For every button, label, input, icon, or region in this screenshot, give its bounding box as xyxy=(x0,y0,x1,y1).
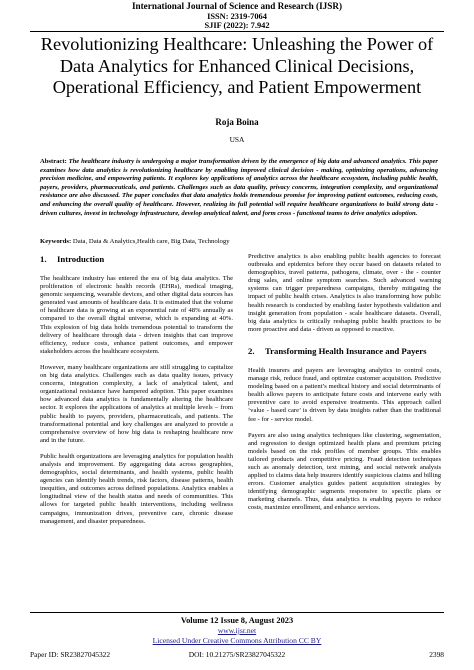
journal-name: International Journal of Science and Research (IJSR) xyxy=(131,1,343,11)
abstract-label: Abstract: xyxy=(40,158,67,165)
right-column xyxy=(248,253,441,521)
paragraph: The healthcare industry has entered the era of big data analytics. The proliferation of electronic health records (EHRs), medical imaging, genomic sequencing, wearable devices, and other digital data sources has generated vast amounts of healthcare data. It is estimated that the volume of healthcare data is growing at an exponential rate of 48% annually as compared to the overall digital universe, which is expanding at 40%. This explosion of big data holds tremendous potential to transform the delivery of healthcare through data - driven insights that can improve efficiency, reduce costs, enhance patient outcomes, and empower stakeholders across the healthcare ecosystem. xyxy=(40,275,233,355)
section-number: 2. xyxy=(248,345,255,356)
paper-id: Paper ID: SR23827045322 xyxy=(30,650,111,659)
journal-sjif: SJIF (2022): 7.942 xyxy=(204,21,270,30)
section-title: Introduction xyxy=(57,254,105,264)
footer-rule xyxy=(30,612,444,613)
header-rule xyxy=(30,31,444,32)
paragraph: Payers are also using analytics techniques like clustering, segmentation, and regression to design optimized health plans and premium pricing models based on the risk profiles of member groups. This enables tailored products and competitive pricing. Fraud detection techniques such as anomaly detection, text mining, and social network analysis applied to claims data help insurers identify suspicious claims and billing errors. Customer analytics guides patient acquisition strategies by identifying demographic segments responsive to specific plans or marketing channels. Thus, data analytics is enabling payers to reduce costs, maximize enrollment, and enhance services. xyxy=(248,431,441,512)
abstract xyxy=(40,158,438,218)
keywords-text: Data, Data & Analytics,Health care, Big Data, Technology xyxy=(72,238,230,245)
section-heading-payers xyxy=(248,346,441,357)
paragraph: Health insurers and payers are leveraging analytics to control costs, manage risk, reduce fraud, and optimize customer acquisition. Predictive modeling based on a patient’s medical history and social determinants of health allows payers to anticipate future costs and intervene early with preventive care to avoid expensive treatments. This approach called ‘value - based care’ is driven by data insights rather than the traditional fee - for - service model. xyxy=(248,366,441,423)
author-name: Roja Boina xyxy=(215,117,259,127)
paper-title: Revolutionizing Healthcare: Unleashing the Power of Data Analytics for Enhanced Clinical Decisions, Operational Efficiency, and Patient Empowerment xyxy=(40,34,434,97)
section-number: 1. xyxy=(40,254,47,264)
section-title: Transforming Health Insurance and Payers xyxy=(265,345,427,356)
left-column xyxy=(40,253,233,534)
author-affiliation: USA xyxy=(229,135,245,144)
paragraph: Public health organizations are leveraging analytics for population health analysis and improvement. By aggregating data across geographies, demographics, social determinants, and health systems, public health agencies can identify health trends, risk factors, disease patterns, health inequities, and outcomes across defined populations. Analytics enables a longitudinal view of the health status and needs of communities. This allows for targeted public health interventions, including wellness campaigns, immunization drives, preventive care, chronic disease management, and disaster preparedness. xyxy=(40,452,233,525)
journal-issn: ISSN: 2319-7064 xyxy=(207,12,267,21)
paragraph: However, many healthcare organizations are still struggling to capitalize on big data analytics. Challenges such as data quality issues, privacy concerns, integration complexity, a lack of analytical talent, and organizational resistance have hampered adoption. This paper examines how advanced data analytics is fundamentally altering the healthcare sector. It explores the applications of analytics at multiple levels – from public health to payers, providers, pharmaceuticals, and patients. The transformational potential and key challenges are analyzed to provide a comprehensive overview of how big data is reshaping healthcare now and in the future. xyxy=(40,363,233,444)
keywords xyxy=(40,238,438,246)
doi[interactable]: DOI: 10.21275/SR23827045322 xyxy=(188,650,286,659)
paragraph: Predictive analytics is also enabling public health agencies to forecast outbreaks and epidemics before they occur based on datasets related to demographics, travel patterns, pathogens, climate, over - the - counter drug sales, and online symptom searches. Such advanced warning systems can trigger preparedness campaigns, thereby mitigating the impact of public health crises. Analytics is also transforming how public health research is conducted by enabling faster hypothesis validation and insight generation from population - scale healthcare datasets. Overall, big data analytics is critically reshaping public health practices to be more proactive and data - driven as opposed to reactive. xyxy=(248,253,441,333)
abstract-text: The healthcare industry is undergoing a major transformation driven by the emergence of big data and advanced analytics. This paper examines how data analytics is revolutionizing healthcare by enabling improved clinical decision - making, optimizing operations, advancing precision medicine, and empowering patients. It explores key applications of analytics across the healthcare ecosystem, including public health, payers, providers, pharmaceuticals, and patients. Challenges such as data quality, privacy concerns, integration complexity, and organizational resistance are also discussed. The paper concludes that data analytics holds tremendous promise for improving patient outcomes, reducing costs, and enhancing the overall quality of healthcare. However, realizing its full potential will require healthcare organizations to build strong data - driven cultures, invest in technology infrastructure, develop analytical talent, and form cross - functional teams to drive analytics adoption. xyxy=(40,158,438,217)
keywords-label: Keywords: xyxy=(40,238,72,245)
journal-link[interactable]: www.ijsr.net xyxy=(217,626,257,635)
page-number: 2398 xyxy=(429,650,444,659)
footer-issue: Volume 12 Issue 8, August 2023 xyxy=(180,616,294,625)
license-link[interactable]: Licensed Under Creative Commons Attribution CC BY xyxy=(152,636,322,645)
section-heading-introduction xyxy=(40,254,233,265)
